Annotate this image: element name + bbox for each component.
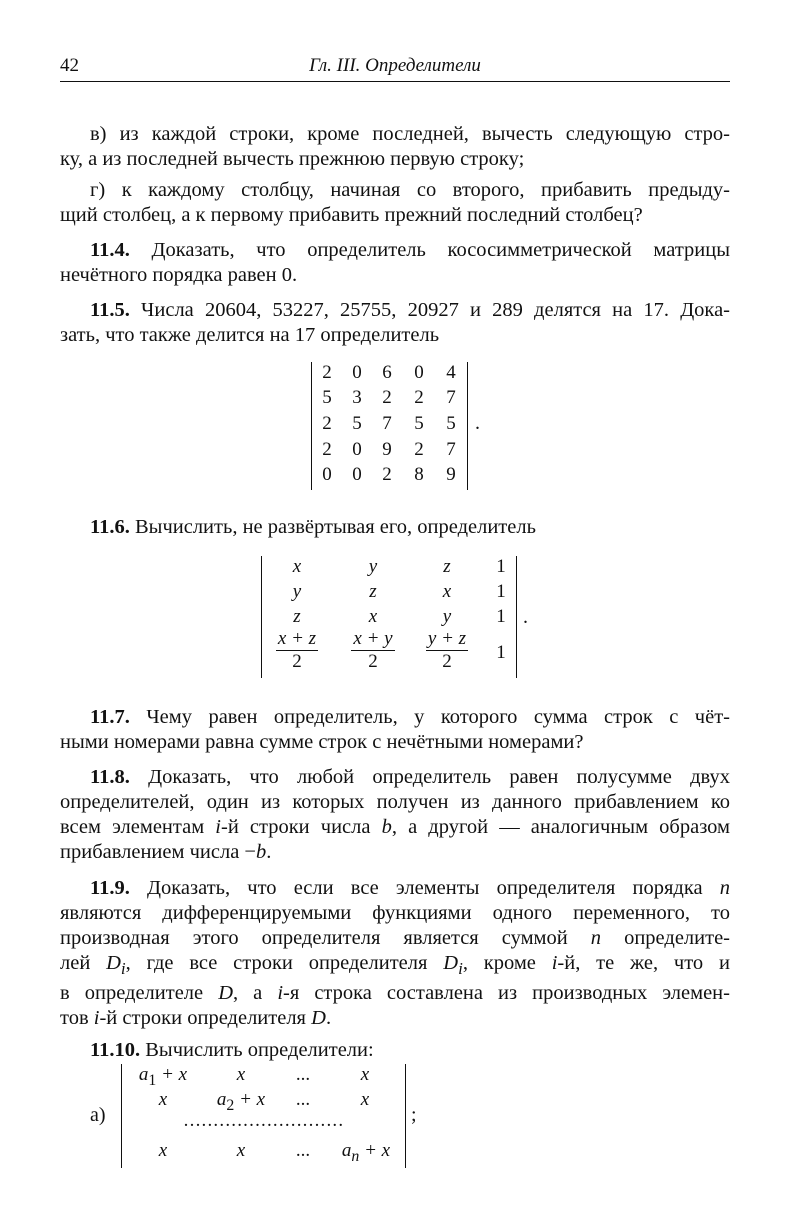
math-subscript: 2 [226, 1096, 235, 1114]
running-header [60, 55, 730, 82]
text-line [60, 951, 730, 981]
ellipsis: ... [295, 1089, 311, 1110]
page-number: 42 [60, 55, 79, 76]
matrix-cell: z [293, 606, 301, 627]
problem-11-7 [60, 705, 730, 755]
matrix-cell: 9 [382, 439, 392, 460]
matrix-cell: 2 [382, 387, 392, 408]
denominator: 2 [292, 651, 302, 672]
text-span: производная этого определителя является суммой [60, 927, 591, 949]
text-span: -й, те же, что и [557, 952, 730, 974]
matrix-cell: 8 [414, 464, 424, 485]
text-span: Доказать, что если все элементы определителя порядка [147, 877, 720, 899]
math-var: a [341, 1140, 352, 1161]
determinant-right-bar [405, 1064, 406, 1168]
math-var: i [551, 952, 558, 974]
problem-number: 11.6. [90, 516, 130, 538]
matrix-cell: 2 [414, 439, 424, 460]
text-line [60, 515, 730, 540]
math-var: D [106, 952, 121, 974]
matrix-cell: 2 [322, 362, 332, 383]
matrix-cell: 7 [446, 439, 456, 460]
matrix-cell: 1 [496, 581, 506, 602]
text-line [60, 815, 730, 840]
math-subscript: n [351, 1147, 360, 1165]
math-subscript: i [458, 959, 463, 979]
problem-11-6 [60, 515, 730, 540]
determinant-11-6 [261, 556, 518, 678]
text-span: лей [60, 952, 107, 974]
text-span: Числа 20604, 53227, 25755, 20927 и 289 делятся на 17. Дока- [141, 299, 730, 321]
ellipsis: ... [295, 1140, 311, 1161]
math-var: D [311, 1007, 326, 1030]
matrix-cell: 3 [352, 387, 362, 408]
determinant-11-5 [311, 362, 469, 490]
math-text: + x [156, 1064, 188, 1085]
matrix-cell: x [158, 1140, 168, 1161]
problem-11-10 [60, 1038, 730, 1063]
text-span: , а [233, 982, 278, 1005]
fraction-cell [267, 628, 327, 673]
math-var: n [719, 877, 730, 899]
text-span: . [266, 841, 272, 863]
matrix-cell: 5 [414, 413, 424, 434]
matrix-cell: 2 [322, 439, 332, 460]
text-span: , кроме [462, 952, 552, 974]
determinant-left-bar [311, 362, 312, 490]
numerator: y + z [427, 628, 467, 649]
math-var: D [218, 982, 233, 1005]
text-line [60, 765, 730, 790]
text-span: в определителе [60, 982, 219, 1005]
text-span: определите- [601, 927, 730, 949]
math-subscript: i [120, 959, 126, 979]
text-line [60, 705, 730, 730]
chapter-title: Гл. III. Определители [309, 55, 481, 76]
ellipsis: ... [295, 1064, 311, 1085]
item-label: а) [90, 1104, 106, 1126]
matrix-cell: y [368, 556, 378, 577]
text-line: являются дифференцируемыми функциями одного переменного, то [60, 902, 730, 924]
matrix-cell: 2 [382, 464, 392, 485]
problem-number: 11.8. [90, 766, 130, 788]
text-span: всем элементам [60, 816, 216, 838]
determinant-left-bar [261, 556, 262, 678]
matrix-cell: z [369, 581, 377, 602]
paragraph-g [60, 178, 730, 228]
text-span: , а другой — аналогичным образом [391, 816, 730, 838]
end-semicolon: ; [411, 1104, 417, 1126]
matrix-cell: 1 [496, 606, 506, 627]
matrix-cell: y [442, 606, 452, 627]
text-line [60, 1038, 730, 1063]
text-span: Доказать, что определитель кососимметрической матрицы [151, 239, 730, 261]
matrix-cell: 6 [382, 362, 392, 383]
matrix-cell: 5 [322, 387, 332, 408]
math-var: i [215, 816, 221, 838]
math-var: a [216, 1089, 227, 1110]
problem-number: 11.5. [90, 299, 130, 321]
math-var: i [93, 1007, 100, 1030]
text-span: . [325, 1007, 332, 1030]
text-span: -й строки определителя [99, 1007, 312, 1030]
math-var: b [256, 841, 267, 863]
problem-11-9 [60, 876, 730, 1031]
matrix-cell: 0 [352, 362, 362, 383]
determinant-right-bar [467, 362, 468, 490]
text-span: , где все строки определителя [125, 952, 444, 974]
matrix-cell: 0 [352, 464, 362, 485]
matrix-cell: x [236, 1140, 246, 1161]
text-line [60, 926, 730, 951]
matrix-cell: 7 [382, 413, 392, 434]
matrix-cell: 1 [496, 642, 506, 663]
matrix-cell: x [158, 1089, 168, 1110]
text-line [60, 298, 730, 323]
end-period: . [523, 606, 528, 628]
matrix-cell: x [442, 581, 452, 602]
text-line: ку, а из последней вычесть прежнюю первую строку; [60, 148, 525, 170]
matrix-cell: 4 [446, 362, 456, 383]
text-line [60, 981, 730, 1006]
text-span: прибавлением числа − [60, 841, 256, 863]
problem-11-4 [60, 238, 730, 288]
matrix-cell: 2 [322, 413, 332, 434]
text-span: тов [60, 1007, 94, 1030]
matrix-cell: z [443, 556, 451, 577]
matrix-cell: 1 [496, 556, 506, 577]
fraction-cell [343, 628, 403, 673]
matrix-cell: x [236, 1064, 246, 1085]
text-span: -я строка составлена из производных элемен- [283, 982, 730, 1005]
matrix-cell [329, 1140, 403, 1166]
math-var: a [138, 1064, 149, 1085]
problem-11-8 [60, 765, 730, 865]
denominator: 2 [368, 651, 378, 672]
paragraph-v [60, 122, 730, 172]
matrix-cell: x [360, 1064, 370, 1085]
math-var: i [277, 982, 284, 1005]
matrix-cell [127, 1064, 199, 1090]
math-var: n [590, 927, 602, 949]
fraction-cell [417, 628, 477, 673]
problem-number: 11.9. [90, 877, 130, 899]
matrix-cell: 7 [446, 387, 456, 408]
text-span: Вычислить, не развёртывая его, определитель [135, 516, 536, 538]
text-line: определителей, один из которых получен из данного прибавлением ко [60, 791, 730, 813]
dotted-row: ........................... [183, 1110, 345, 1131]
numerator: x + y [353, 628, 393, 649]
determinant-left-bar [121, 1064, 122, 1168]
matrix-cell: 5 [352, 413, 362, 434]
matrix-cell: x [292, 556, 302, 577]
denominator: 2 [442, 651, 452, 672]
text-line [60, 1006, 730, 1031]
matrix-cell: 0 [352, 439, 362, 460]
text-line: щий столбец, а к первому прибавить прежний последний столбец? [60, 204, 643, 226]
end-period: . [475, 412, 480, 434]
text-line: ными номерами равна сумме строк с нечётными номерами? [60, 731, 584, 753]
matrix-cell: 0 [322, 464, 332, 485]
math-text: + x [234, 1089, 266, 1110]
text-line: в) из каждой строки, кроме последней, вычесть следующую стро- [90, 123, 730, 145]
text-span: Чему равен определитель, у которого сумма строк с чёт- [146, 706, 730, 728]
matrix-cell: y [292, 581, 302, 602]
math-subscript: 1 [148, 1071, 157, 1089]
text-line: зать, что также делится на 17 определитель [60, 324, 440, 346]
text-line [60, 840, 730, 865]
numerator: x + z [277, 628, 317, 649]
text-span: Доказать, что любой определитель равен полусумме двух [148, 766, 730, 788]
text-line: нечётного порядка равен 0. [60, 264, 298, 286]
determinant-right-bar [516, 556, 517, 678]
determinant-11-10a [121, 1064, 407, 1168]
problem-11-5 [60, 298, 730, 348]
math-var: b [381, 816, 392, 838]
problem-number: 11.4. [90, 239, 130, 261]
matrix-cell: 9 [446, 464, 456, 485]
math-text: + x [359, 1140, 391, 1161]
matrix-cell: 2 [414, 387, 424, 408]
matrix-cell: 5 [446, 413, 456, 434]
text-span: Вычислить определители: [145, 1039, 374, 1061]
text-line [60, 876, 730, 901]
matrix-cell: 0 [414, 362, 424, 383]
problem-number: 11.10. [90, 1039, 141, 1061]
matrix-cell: x [368, 606, 378, 627]
math-var: D [443, 952, 459, 974]
text-line [60, 238, 730, 263]
text-span: -й строки числа [221, 816, 382, 838]
problem-number: 11.7. [90, 706, 130, 728]
text-line: г) к каждому столбцу, начиная со второго, прибавить предыду- [90, 179, 730, 201]
matrix-cell: x [360, 1089, 370, 1110]
